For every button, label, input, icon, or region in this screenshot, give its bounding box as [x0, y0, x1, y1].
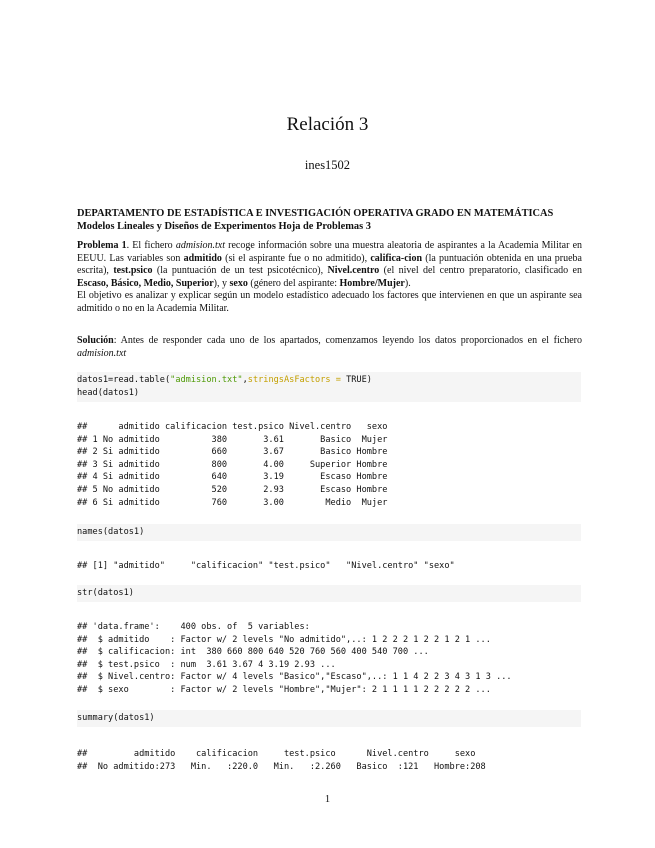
output-block: [77, 621, 581, 697]
department-heading: DEPARTAMENTO DE ESTADÍSTICA E INVESTIGACIÓN OPERATIVA GRADO EN MATEMÁTICAS Modelos Lineales y Diseños de Experimentos Hoja de Problemas 3: [77, 208, 554, 232]
solution-text: : Antes de responder cada uno de los apartados, comenzamos leyendo los datos proporcionados en el fichero: [113, 335, 582, 346]
variable-levels: Hombre/Mujer: [339, 277, 405, 289]
output-line: ## $ calificacion: int 380 660 800 640 520 760 560 400 540 700 ...: [77, 647, 429, 658]
objective-text: El objetivo es analizar y explicar según un modelo estadístico adecuado los factores que intervienen en que un aspirante sea admitido o no en la Academia Militar.: [77, 290, 582, 314]
solution-file: admision.txt: [77, 347, 127, 359]
document-title: Relación 3: [286, 114, 369, 135]
output-block: [77, 560, 581, 573]
output-block: [77, 748, 581, 773]
problem-text: ).: [404, 277, 411, 289]
output-line: ## 6 Si admitido 760 3.00 Medio Mujer: [77, 497, 388, 508]
code-text: head(datos1): [77, 388, 140, 398]
output-line: ## 2 Si admitido 660 3.67 Basico Hombre: [77, 447, 388, 458]
output-line: ## 'data.frame': 400 obs. of 5 variables:: [77, 622, 310, 632]
output-line: ## $ sexo : Factor w/ 2 levels "Hombre","Mujer": 2 1 1 1 1 2 2 2 2 2 ...: [77, 684, 491, 695]
output-line: ## 4 Si admitido 640 3.19 Escaso Hombre: [77, 472, 388, 483]
output-block: [77, 421, 581, 509]
problem-file: admision.txt: [175, 240, 225, 251]
problem-text: . El fichero: [126, 240, 176, 251]
variable-name: admitido: [183, 252, 222, 264]
code-text: ,: [242, 375, 248, 385]
code-block: [77, 372, 581, 402]
output-line: ## 3 Si admitido 800 4.00 Superior Hombre: [77, 459, 388, 470]
output-line: ## admitido calificacion test.psico Nivel.centro sexo: [77, 749, 476, 759]
output-line: ## 5 No admitido 520 2.93 Escaso Hombre: [77, 484, 388, 495]
output-line: ## 1 No admitido 380 3.61 Basico Mujer: [77, 434, 388, 445]
variable-name: test.psico: [113, 265, 153, 277]
output-line: ## [1] "admitido" "calificacion" "test.psico" "Nivel.centro" "sexo": [77, 561, 455, 571]
variable-name: califica-cion: [370, 252, 423, 264]
solution-paragraph: [77, 335, 582, 360]
document-author: ines1502: [304, 158, 351, 172]
problem-paragraph: [77, 240, 582, 316]
output-line: ## $ Nivel.centro: Factor w/ 4 levels "Basico","Escaso",..: 1 1 4 2 2 3 4 3 1 3 ...: [77, 672, 512, 683]
variable-name: sexo: [229, 277, 248, 289]
problem-text: recoge información sobre una muestra aleatoria de aspirantes a la Academia Militar en EEUU. Las variables son: [77, 240, 583, 264]
variable-name: Nivel.centro: [327, 265, 380, 277]
output-line: ## $ admitido : Factor w/ 2 levels "No admitido",..: 1 2 2 2 1 2 2 1 2 1 ...: [77, 634, 491, 645]
code-text: datos1=read.table(: [77, 375, 171, 385]
code-block: str(datos1): [77, 585, 581, 602]
code-block: summary(datos1): [77, 710, 581, 727]
code-string: "admision.txt": [170, 375, 243, 385]
output-line: ## admitido calificacion test.psico Nivel.centro sexo: [77, 422, 388, 432]
page-number: 1: [324, 794, 331, 805]
problem-text: (si el aspirante fue o no admitido),: [221, 252, 371, 264]
code-text: TRUE): [340, 375, 372, 385]
problem-text: (el nivel del centro preparatorio, clasificado en: [379, 265, 582, 277]
problem-text: (género del aspirante:: [247, 277, 340, 289]
solution-label: Solución: [77, 335, 114, 346]
problem-text: ), y: [213, 277, 230, 289]
problem-label: Problema 1: [77, 240, 127, 251]
variable-levels: Escaso, Básico, Medio, Superior: [77, 277, 214, 289]
output-line: ## No admitido:273 Min. :220.0 Min. :2.260 Basico :121 Hombre:208: [77, 761, 486, 772]
output-line: ## $ test.psico : num 3.61 3.67 4 3.19 2.93 ...: [77, 659, 336, 670]
code-block: names(datos1): [77, 524, 581, 541]
code-argument: stringsAsFactors =: [247, 375, 341, 385]
problem-text: (la puntuación de un test psicotécnico),: [152, 265, 328, 277]
problem-text: (la puntuación obtenida en una prueba escrita),: [77, 252, 582, 277]
